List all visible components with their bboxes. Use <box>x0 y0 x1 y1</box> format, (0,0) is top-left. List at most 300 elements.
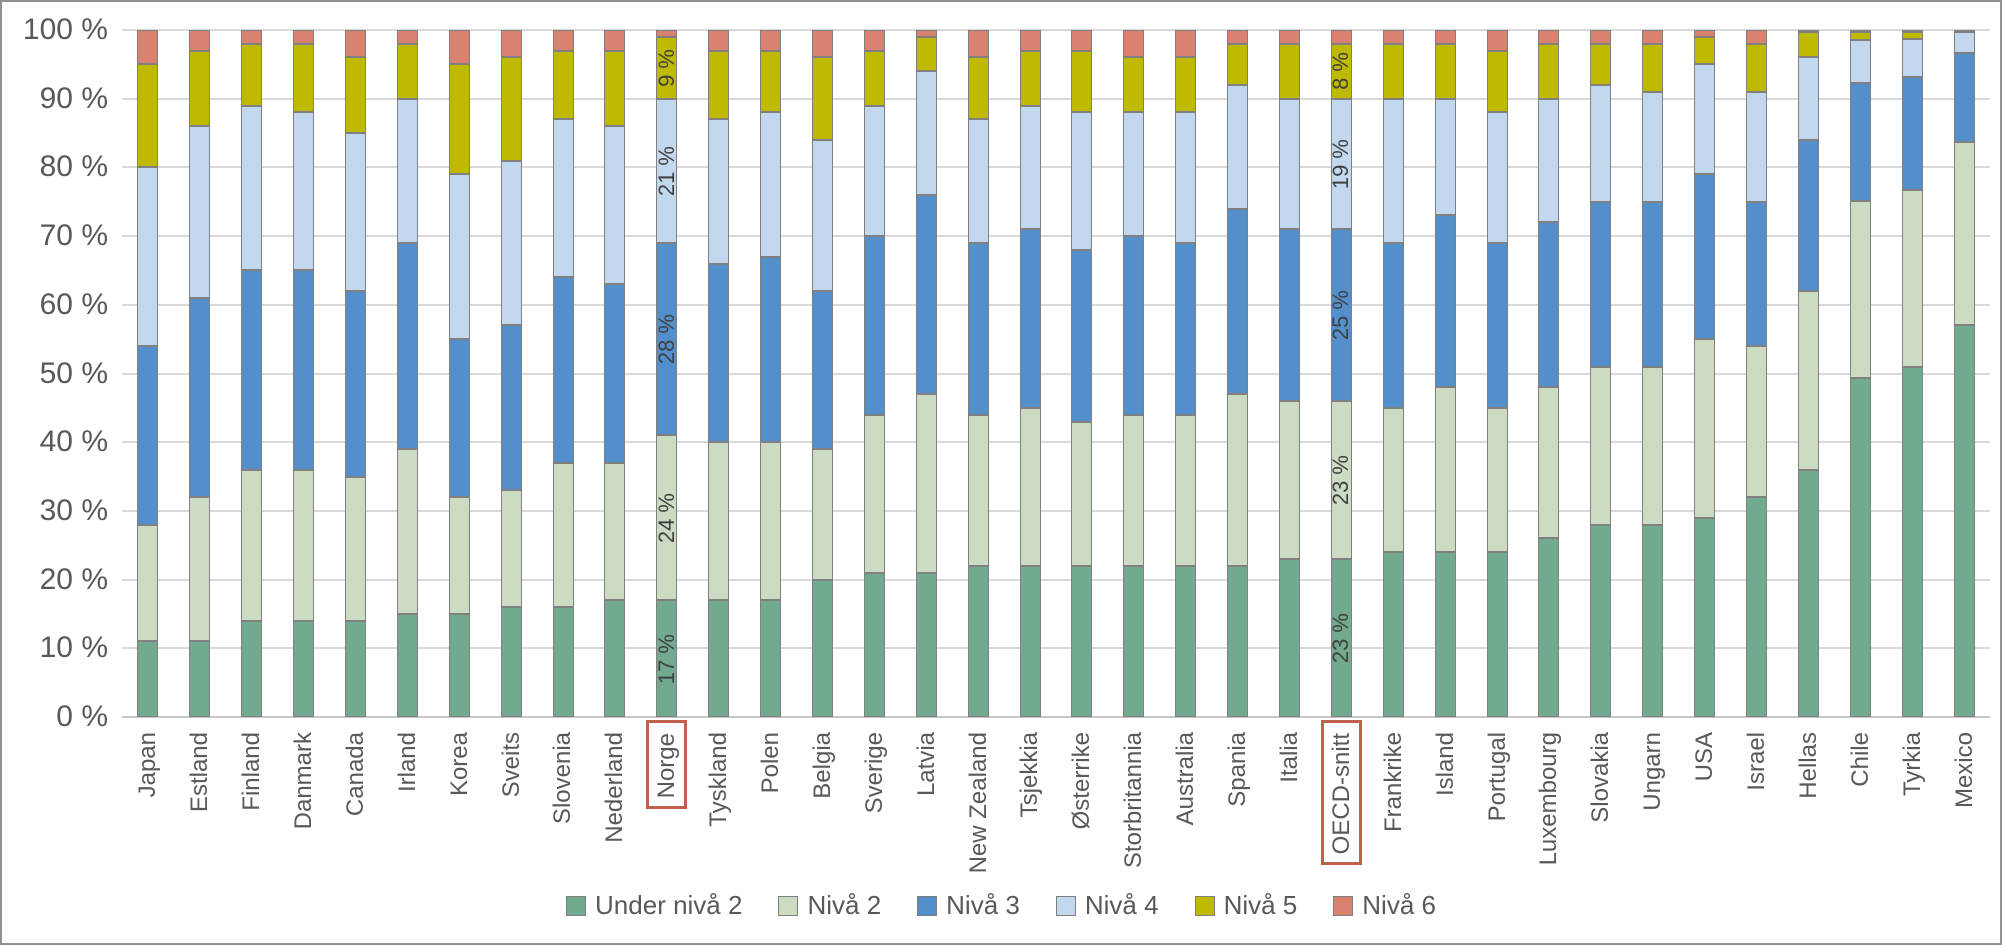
segment-nivå-2 <box>708 442 729 600</box>
segment-under-nivå-2 <box>449 614 470 717</box>
segment-under-nivå-2 <box>1850 378 1871 717</box>
bar-polen <box>760 30 781 717</box>
segment-nivå-4 <box>1954 32 1975 53</box>
bar-island <box>1435 30 1456 717</box>
segment-under-nivå-2 <box>1175 566 1196 717</box>
segment-nivå-4 <box>760 112 781 256</box>
x-label-australia: Australia <box>1172 732 1200 826</box>
segment-nivå-2 <box>553 463 574 607</box>
bar-new-zealand <box>968 30 989 717</box>
segment-nivå-3 <box>1694 174 1715 339</box>
x-label-estland: Estland <box>186 732 214 813</box>
segment-under-nivå-2 <box>397 614 418 717</box>
bar-slot <box>900 30 952 717</box>
x-label-slot <box>848 720 900 813</box>
bar-tyrkia <box>1902 30 1923 717</box>
segment-nivå-6 <box>553 30 574 51</box>
segment-nivå-3 <box>968 243 989 415</box>
segment-nivå-4 <box>1383 99 1404 243</box>
bar-australia <box>1175 30 1196 717</box>
segment-nivå-3 <box>916 195 937 394</box>
segment-nivå-6 <box>1331 30 1352 44</box>
x-label-frankrike: Frankrike <box>1379 732 1407 833</box>
segment-nivå-4 <box>397 99 418 243</box>
segment-nivå-3 <box>1279 229 1300 401</box>
segment-nivå-2 <box>1227 394 1248 566</box>
segment-nivå-3 <box>1798 140 1819 291</box>
segment-nivå-5 <box>760 51 781 113</box>
bar-slot <box>952 30 1004 717</box>
bar-frankrike <box>1383 30 1404 717</box>
segment-value-label: 23 % <box>1328 612 1354 664</box>
x-label-østerrike: Østerrike <box>1068 732 1096 830</box>
bar-slot <box>1212 30 1264 717</box>
segment-under-nivå-2 <box>1694 518 1715 717</box>
segment-nivå-3 <box>293 270 314 469</box>
x-label-slot <box>797 720 849 799</box>
segment-under-nivå-2 <box>1020 566 1041 717</box>
x-label-sverige: Sverige <box>860 732 888 814</box>
legend-swatch <box>778 896 798 916</box>
segment-under-nivå-2 <box>1279 559 1300 717</box>
segment-nivå-3 <box>604 284 625 463</box>
segment-nivå-6 <box>293 30 314 44</box>
x-label-polen: Polen <box>757 732 785 794</box>
segment-nivå-4 <box>812 140 833 291</box>
segment-nivå-6 <box>1590 30 1611 44</box>
segment-nivå-5 <box>397 44 418 99</box>
x-label-slot <box>1264 720 1316 783</box>
bar-slot <box>1315 30 1367 717</box>
segment-nivå-3 <box>449 339 470 497</box>
bar-ungarn <box>1642 30 1663 717</box>
segment-nivå-2 <box>1123 415 1144 566</box>
segment-nivå-6 <box>1694 30 1715 37</box>
segment-nivå-6 <box>1538 30 1559 44</box>
x-label-slovenia: Slovenia <box>549 732 577 825</box>
segment-nivå-4 <box>501 161 522 326</box>
segment-under-nivå-2 <box>1902 367 1923 717</box>
segment-nivå-5 <box>449 64 470 174</box>
bar-estland <box>189 30 210 717</box>
x-label-slot <box>485 720 537 797</box>
segment-nivå-3 <box>1850 83 1871 201</box>
segment-nivå-5 <box>1383 44 1404 99</box>
bar-usa <box>1694 30 1715 717</box>
bar-slovakia <box>1590 30 1611 717</box>
legend-swatch <box>1195 896 1215 916</box>
segment-nivå-2 <box>189 497 210 641</box>
bar-slot <box>1575 30 1627 717</box>
segment-nivå-3 <box>812 291 833 449</box>
segment-nivå-6 <box>968 30 989 57</box>
segment-nivå-2 <box>1694 339 1715 518</box>
bar-slot <box>745 30 797 717</box>
segment-nivå-6 <box>501 30 522 57</box>
segment-nivå-6 <box>1071 30 1092 51</box>
x-label-japan: Japan <box>134 732 162 798</box>
bars-container <box>122 30 1990 717</box>
x-label-slot <box>537 720 589 824</box>
bar-slot <box>693 30 745 717</box>
segment-nivå-6 <box>137 30 158 64</box>
bar-slot <box>641 30 693 717</box>
x-label-slot <box>278 720 330 829</box>
segment-nivå-4 <box>653 99 679 243</box>
segment-under-nivå-2 <box>968 566 989 717</box>
x-label-slot <box>1367 720 1419 832</box>
segment-under-nivå-2 <box>553 607 574 717</box>
segment-nivå-4 <box>1435 99 1456 216</box>
segment-nivå-2 <box>397 449 418 614</box>
x-label-italia: Italia <box>1275 732 1303 783</box>
x-label-slot <box>330 720 382 816</box>
segment-nivå-4 <box>1071 112 1092 249</box>
x-label-ungarn: Ungarn <box>1639 732 1667 811</box>
segment-nivå-2 <box>916 394 937 573</box>
bar-slot <box>1731 30 1783 717</box>
segment-nivå-2 <box>1383 408 1404 552</box>
x-label-storbritannia: Storbritannia <box>1120 732 1148 869</box>
segment-nivå-4 <box>1328 99 1354 230</box>
segment-nivå-5 <box>1020 51 1041 106</box>
segment-under-nivå-2 <box>1435 552 1456 717</box>
segment-nivå-3 <box>1642 202 1663 367</box>
segment-nivå-4 <box>864 106 885 237</box>
segment-nivå-5 <box>293 44 314 113</box>
x-label-slot <box>1679 720 1731 781</box>
segment-nivå-4 <box>137 167 158 346</box>
segment-nivå-6 <box>1642 30 1663 44</box>
y-tick-label: 90 % <box>39 81 108 115</box>
segment-under-nivå-2 <box>864 573 885 717</box>
segment-nivå-3 <box>653 243 679 435</box>
segment-nivå-3 <box>1383 243 1404 408</box>
bar-belgia <box>812 30 833 717</box>
segment-nivå-6 <box>604 30 625 51</box>
x-label-luxembourg: Luxembourg <box>1535 732 1563 866</box>
x-label-canada: Canada <box>341 732 369 817</box>
segment-nivå-2 <box>1435 387 1456 552</box>
segment-nivå-4 <box>449 174 470 339</box>
segment-value-label: 9 % <box>653 48 679 87</box>
segment-nivå-2 <box>1590 367 1611 525</box>
segment-nivå-2 <box>1954 142 1975 325</box>
x-label-israel: Israel <box>1742 732 1770 791</box>
segment-nivå-5 <box>1435 44 1456 99</box>
x-label-slot <box>1315 720 1367 865</box>
x-label-usa: USA <box>1691 732 1719 782</box>
segment-nivå-6 <box>1435 30 1456 44</box>
x-label-slot <box>122 720 174 797</box>
segment-value-label: 21 % <box>653 145 679 196</box>
bar-sveits <box>501 30 522 717</box>
bar-slot <box>589 30 641 717</box>
bar-slot <box>1419 30 1471 717</box>
segment-under-nivå-2 <box>1123 566 1144 717</box>
segment-nivå-5 <box>1487 51 1508 113</box>
legend-label: Nivå 2 <box>807 890 882 920</box>
segment-nivå-6 <box>345 30 366 57</box>
segment-nivå-2 <box>137 525 158 642</box>
segment-nivå-6 <box>1746 30 1767 44</box>
segment-nivå-4 <box>1175 112 1196 243</box>
segment-nivå-3 <box>864 236 885 415</box>
x-label-slovakia: Slovakia <box>1587 732 1615 823</box>
legend-label: Nivå 4 <box>1084 890 1159 920</box>
segment-nivå-4 <box>1227 85 1248 209</box>
bar-slot <box>1834 30 1886 717</box>
x-label-irland: Irland <box>393 732 421 793</box>
segment-nivå-2 <box>1175 415 1196 566</box>
segment-nivå-4 <box>1279 99 1300 230</box>
segment-under-nivå-2 <box>1954 325 1975 717</box>
segment-nivå-6 <box>1020 30 1041 51</box>
bar-slot <box>1108 30 1160 717</box>
x-label-new-zealand: New Zealand <box>964 732 992 874</box>
segment-nivå-3 <box>397 243 418 449</box>
segment-nivå-6 <box>397 30 418 44</box>
segment-under-nivå-2 <box>812 580 833 717</box>
bar-slot <box>1886 30 1938 717</box>
segment-nivå-4 <box>345 133 366 291</box>
segment-nivå-5 <box>1071 51 1092 113</box>
bar-israel <box>1746 30 1767 717</box>
bar-slot <box>1627 30 1679 717</box>
segment-under-nivå-2 <box>1227 566 1248 717</box>
segment-under-nivå-2 <box>1590 525 1611 717</box>
bar-slot <box>1679 30 1731 717</box>
segment-nivå-4 <box>968 119 989 243</box>
x-label-sveits: Sveits <box>497 732 525 798</box>
y-tick-label: 40 % <box>39 425 108 459</box>
x-label-danmark: Danmark <box>290 732 318 830</box>
x-label-slot <box>1471 720 1523 821</box>
bar-mexico <box>1954 30 1975 717</box>
segment-nivå-4 <box>1798 57 1819 139</box>
legend-swatch <box>917 896 937 916</box>
segment-under-nivå-2 <box>1071 566 1092 717</box>
segment-nivå-3 <box>1123 236 1144 415</box>
bar-chile <box>1850 30 1871 717</box>
segment-nivå-6 <box>1123 30 1144 57</box>
x-label-slot <box>1523 720 1575 865</box>
x-label-chile: Chile <box>1846 732 1874 787</box>
segment-nivå-2 <box>345 477 366 621</box>
x-label-korea: Korea <box>445 732 473 797</box>
bar-slot <box>797 30 849 717</box>
bar-slot <box>174 30 226 717</box>
segment-nivå-4 <box>604 126 625 284</box>
bar-slot <box>1004 30 1056 717</box>
bar-slot <box>1056 30 1108 717</box>
y-tick-label: 0 % <box>56 700 108 733</box>
legend-label: Under nivå 2 <box>595 890 743 920</box>
segment-nivå-5 <box>1850 32 1871 40</box>
segment-nivå-5 <box>916 37 937 71</box>
segment-nivå-5 <box>1175 57 1196 112</box>
x-label-hellas: Hellas <box>1794 732 1822 799</box>
bar-tyskland <box>708 30 729 717</box>
segment-nivå-4 <box>1746 92 1767 202</box>
y-tick-label: 80 % <box>39 150 108 184</box>
segment-value-label: 19 % <box>1328 138 1354 190</box>
segment-nivå-5 <box>1227 44 1248 85</box>
x-label-latvia: Latvia <box>912 732 940 797</box>
x-label-slot <box>589 720 641 843</box>
x-label-slot <box>1004 720 1056 817</box>
x-label-spania: Spania <box>1224 732 1252 807</box>
segment-under-nivå-2 <box>916 573 937 717</box>
segment-nivå-5 <box>1123 57 1144 112</box>
segment-nivå-2 <box>501 490 522 607</box>
segment-nivå-2 <box>864 415 885 573</box>
y-tick-label: 20 % <box>39 562 108 596</box>
segment-nivå-3 <box>1538 222 1559 387</box>
segment-value-label: 24 % <box>653 492 679 543</box>
x-label-slot <box>900 720 952 796</box>
segment-value-label: 17 % <box>653 633 679 684</box>
x-label-nederland: Nederland <box>601 732 629 843</box>
x-label-slot <box>1627 720 1679 811</box>
segment-nivå-5 <box>864 51 885 106</box>
x-label-slot <box>174 720 226 812</box>
x-label-slot <box>693 720 745 827</box>
segment-nivå-5 <box>345 57 366 133</box>
segment-nivå-4 <box>1590 85 1611 202</box>
legend-label: Nivå 5 <box>1223 890 1298 920</box>
legend-item-nivå-5 <box>1195 890 1298 921</box>
segment-nivå-2 <box>1020 408 1041 566</box>
segment-nivå-5 <box>189 51 210 127</box>
bar-slot <box>485 30 537 717</box>
segment-nivå-6 <box>1487 30 1508 51</box>
x-label-slot <box>1419 720 1471 796</box>
segment-nivå-5 <box>1902 32 1923 39</box>
legend-item-nivå-6 <box>1333 890 1436 921</box>
segment-nivå-6 <box>916 30 937 37</box>
bar-slot <box>537 30 589 717</box>
x-label-slot <box>745 720 797 793</box>
segment-nivå-5 <box>1642 44 1663 92</box>
bar-slot <box>1783 30 1835 717</box>
segment-nivå-2 <box>968 415 989 566</box>
segment-nivå-3 <box>1590 202 1611 367</box>
segment-nivå-2 <box>1328 401 1354 559</box>
x-label-tyrkia: Tyrkia <box>1898 732 1926 797</box>
segment-nivå-4 <box>1020 106 1041 230</box>
x-label-slot <box>381 720 433 792</box>
bar-korea <box>449 30 470 717</box>
highlight-box-norge <box>646 720 687 809</box>
segment-nivå-5 <box>241 44 262 106</box>
segment-under-nivå-2 <box>1642 525 1663 717</box>
segment-nivå-3 <box>345 291 366 476</box>
segment-nivå-3 <box>1902 77 1923 190</box>
segment-nivå-2 <box>1279 401 1300 559</box>
segment-nivå-4 <box>189 126 210 298</box>
segment-nivå-3 <box>1435 215 1456 387</box>
x-label-belgia: Belgia <box>808 732 836 799</box>
segment-nivå-6 <box>241 30 262 44</box>
x-label-slot <box>433 720 485 796</box>
segment-nivå-6 <box>1279 30 1300 44</box>
segment-nivå-4 <box>553 119 574 277</box>
x-label-slot <box>1056 720 1108 829</box>
segment-nivå-2 <box>604 463 625 600</box>
segment-nivå-2 <box>1902 190 1923 368</box>
segment-nivå-5 <box>1538 44 1559 99</box>
x-label-slot <box>1108 720 1160 868</box>
x-label-portugal: Portugal <box>1483 732 1511 822</box>
segment-nivå-3 <box>1746 202 1767 346</box>
bar-slot <box>122 30 174 717</box>
bar-slot <box>330 30 382 717</box>
segment-nivå-5 <box>604 51 625 127</box>
bar-slot <box>226 30 278 717</box>
segment-nivå-4 <box>1642 92 1663 202</box>
segment-nivå-2 <box>812 449 833 580</box>
bar-slot <box>1160 30 1212 717</box>
segment-under-nivå-2 <box>604 600 625 717</box>
bar-italia <box>1279 30 1300 717</box>
plot-area <box>122 30 1990 717</box>
segment-nivå-2 <box>1487 408 1508 552</box>
bar-japan <box>137 30 158 717</box>
segment-under-nivå-2 <box>345 621 366 717</box>
bar-slot <box>1367 30 1419 717</box>
legend-item-nivå-4 <box>1056 890 1159 921</box>
x-label-tsjekkia: Tsjekkia <box>1016 732 1044 818</box>
x-label-slot <box>1783 720 1835 799</box>
segment-under-nivå-2 <box>189 641 210 717</box>
bar-slovenia <box>553 30 574 717</box>
segment-nivå-5 <box>553 51 574 120</box>
segment-nivå-6 <box>864 30 885 51</box>
segment-value-label: 8 % <box>1328 52 1354 91</box>
segment-nivå-3 <box>501 325 522 490</box>
x-label-oecd-snitt: OECD-snitt <box>1327 733 1355 855</box>
y-tick-label: 100 % <box>22 13 108 46</box>
bar-slot <box>278 30 330 717</box>
highlight-box-oecd-snitt <box>1321 720 1362 865</box>
segment-under-nivå-2 <box>760 600 781 717</box>
bar-norge <box>653 30 679 717</box>
segment-under-nivå-2 <box>1538 538 1559 717</box>
bar-latvia <box>916 30 937 717</box>
segment-nivå-4 <box>293 112 314 270</box>
segment-nivå-3 <box>137 346 158 525</box>
x-label-slot <box>1938 720 1990 808</box>
segment-nivå-3 <box>1954 53 1975 142</box>
bar-spania <box>1227 30 1248 717</box>
segment-nivå-3 <box>760 257 781 442</box>
segment-under-nivå-2 <box>1746 497 1767 717</box>
bar-slot <box>1938 30 1990 717</box>
y-tick-label: 50 % <box>39 356 108 390</box>
y-axis <box>2 13 108 733</box>
segment-nivå-5 <box>1694 37 1715 64</box>
segment-under-nivå-2 <box>293 621 314 717</box>
bar-østerrike <box>1071 30 1092 717</box>
segment-nivå-5 <box>1328 44 1354 99</box>
bar-canada <box>345 30 366 717</box>
segment-nivå-5 <box>653 37 679 99</box>
segment-nivå-6 <box>760 30 781 51</box>
segment-nivå-3 <box>1328 229 1354 401</box>
legend-swatch <box>566 896 586 916</box>
segment-nivå-6 <box>1175 30 1196 57</box>
